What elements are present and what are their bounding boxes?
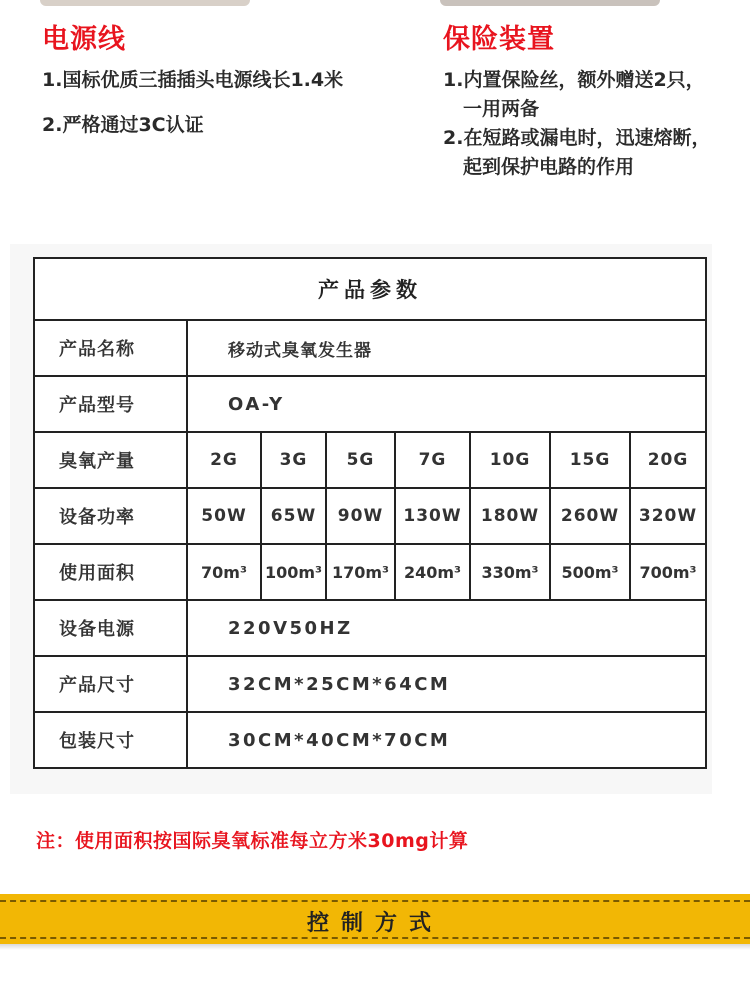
protection-title: 保险装置: [443, 24, 555, 55]
area-label: 使用面积: [34, 544, 187, 600]
power-label: 设备功率: [34, 488, 187, 544]
banner-dash-top: [0, 900, 750, 902]
area-cell: 170m³: [326, 544, 395, 600]
protection-item-2-line-2: 起到保护电路的作用: [463, 156, 635, 178]
area-cell: 500m³: [550, 544, 630, 600]
table-row: [34, 376, 706, 432]
table-row: [34, 600, 706, 656]
power-cord-item-1: 1.国标优质三插插头电源线长1.4米: [42, 69, 344, 91]
product-photo-edge-left: [40, 0, 250, 6]
area-cell: 240m³: [395, 544, 470, 600]
area-cell: 700m³: [630, 544, 706, 600]
ozone-output-cell: 20G: [630, 432, 706, 488]
product-photo-edge-right: [440, 0, 660, 6]
product-name-label: 产品名称: [34, 320, 187, 376]
power-cord-title: 电源线: [42, 24, 126, 55]
protection-item-1-line-1: 1.内置保险丝，额外赠送2只，: [443, 69, 705, 91]
table-row: [34, 712, 706, 768]
power-cell: 90W: [326, 488, 395, 544]
area-cell: 330m³: [470, 544, 550, 600]
model-value: OA-Y: [187, 376, 706, 432]
area-calculation-note: 注：使用面积按国际臭氧标准每立方米30mg计算: [36, 830, 469, 852]
protection-item-1-line-2: 一用两备: [463, 98, 540, 120]
ozone-output-cell: 5G: [326, 432, 395, 488]
area-cell: 100m³: [261, 544, 326, 600]
package-size-value: 30CM*40CM*70CM: [187, 712, 706, 768]
table-row: [34, 320, 706, 376]
banner-shadow: [0, 944, 750, 950]
power-cell: 65W: [261, 488, 326, 544]
power-cord-section: [42, 22, 422, 140]
protection-item-2: [443, 124, 743, 182]
ozone-output-cell: 7G: [395, 432, 470, 488]
product-name-value: 移动式臭氧发生器: [187, 320, 706, 376]
product-size-value: 32CM*25CM*64CM: [187, 656, 706, 712]
ozone-output-cell: 2G: [187, 432, 261, 488]
power-cell: 320W: [630, 488, 706, 544]
model-label: 产品型号: [34, 376, 187, 432]
control-mode-banner: [0, 894, 750, 950]
table-row: [34, 544, 706, 600]
table-row: [34, 656, 706, 712]
spec-table: [33, 257, 707, 769]
power-supply-value: 220V50HZ: [187, 600, 706, 656]
power-supply-label: 设备电源: [34, 600, 187, 656]
banner-stripe: [0, 894, 750, 946]
protection-item-1: [443, 66, 743, 124]
power-cell: 180W: [470, 488, 550, 544]
area-cell: 70m³: [187, 544, 261, 600]
ozone-output-label: 臭氧产量: [34, 432, 187, 488]
protection-section: [443, 22, 743, 182]
banner-dash-bottom: [0, 937, 750, 939]
package-size-label: 包装尺寸: [34, 712, 187, 768]
ozone-output-cell: 3G: [261, 432, 326, 488]
ozone-output-cell: 10G: [470, 432, 550, 488]
power-cell: 130W: [395, 488, 470, 544]
power-cord-item-2: 2.严格通过3C认证: [42, 114, 204, 136]
table-row: [34, 488, 706, 544]
table-row: [34, 432, 706, 488]
protection-item-2-line-1: 2.在短路或漏电时，迅速熔断，: [443, 127, 711, 149]
ozone-output-cell: 15G: [550, 432, 630, 488]
product-size-label: 产品尺寸: [34, 656, 187, 712]
power-cell: 50W: [187, 488, 261, 544]
power-cell: 260W: [550, 488, 630, 544]
banner-title: 控制方式: [306, 911, 443, 936]
spec-table-title: 产品参数: [34, 258, 706, 320]
